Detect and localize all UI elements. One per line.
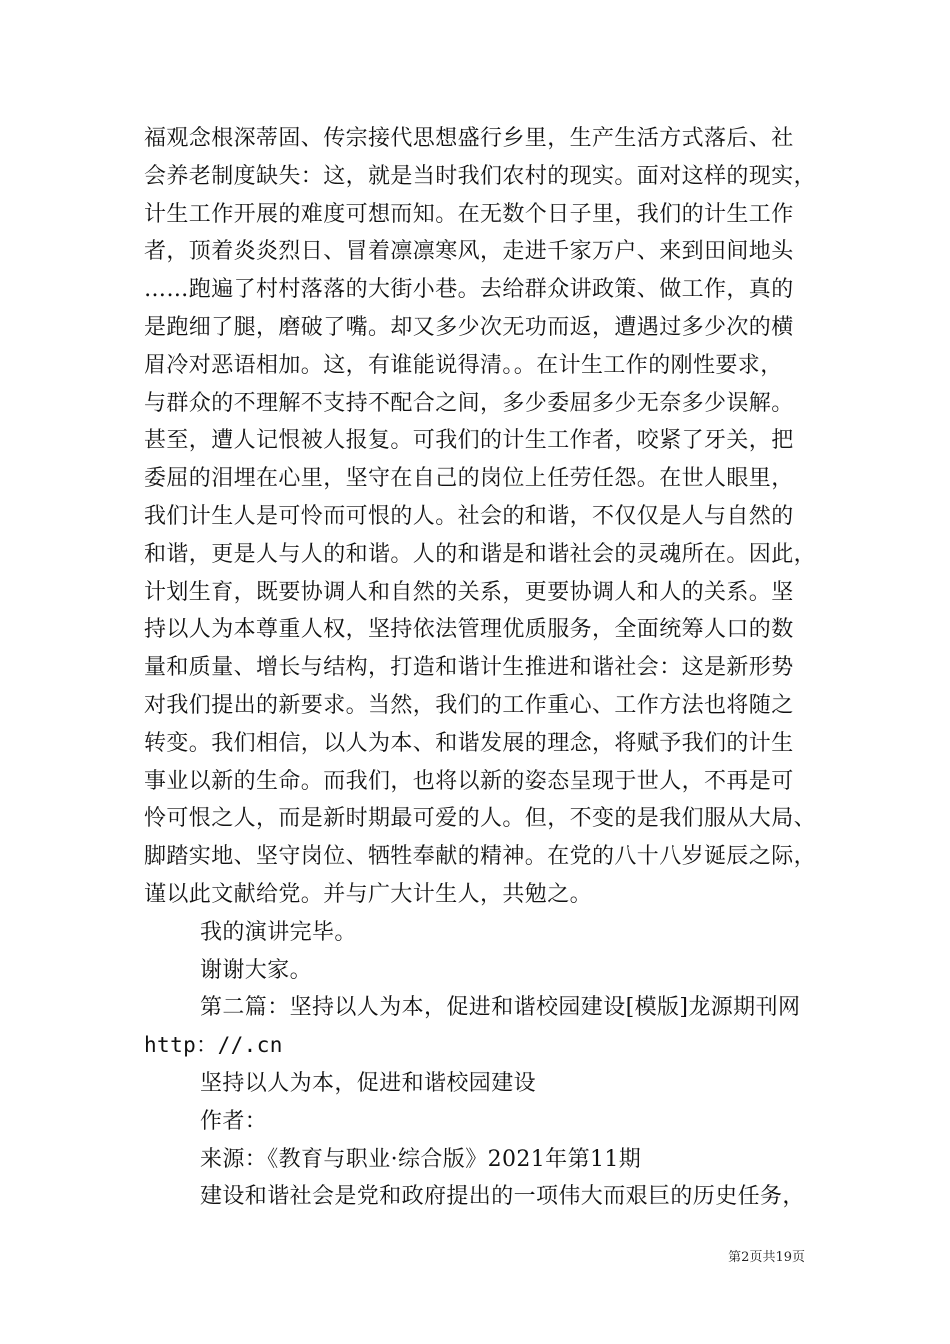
article-source: 来源：《教育与职业·综合版》2021年第11期 (200, 1146, 642, 1172)
paragraph-line: 者，顶着炎炎烈日、冒着凛凛寒风，走进千家万户、来到田间地头 (144, 239, 794, 265)
paragraph-line: 委屈的泪埋在心里，坚守在自己的岗位上任劳任怨。在世人眼里， (144, 466, 794, 492)
paragraph-line: 怜可恨之人，而是新时期最可爱的人。但，不变的是我们服从大局、 (144, 806, 817, 832)
paragraph-line: 甚至，遭人记恨被人报复。可我们的计生工作者，咬紧了牙关，把 (144, 428, 794, 454)
article-title: 坚持以人为本，促进和谐校园建设 (200, 1070, 537, 1096)
paragraph-line: 量和质量、增长与结构，打造和谐计生推进和谐社会：这是新形势 (144, 655, 794, 681)
paragraph-line: 计划生育，既要协调人和自然的关系，更要协调人和人的关系。坚 (144, 579, 794, 605)
paragraph-line: 持以人为本尊重人权，坚持依法管理优质服务，全面统筹人口的数 (144, 617, 794, 643)
body-text (144, 120, 824, 1216)
paragraph-line: 转变。我们相信，以人为本、和谐发展的理念，将赋予我们的计生 (144, 730, 794, 756)
section-heading: 第二篇：坚持以人为本，促进和谐校园建设[模版]龙源期刊网 (200, 995, 801, 1021)
closing-finish: 我的演讲完毕。 (200, 919, 357, 945)
paragraph-line: 我们计生人是可怜而可恨的人。社会的和谐，不仅仅是人与自然的 (144, 503, 794, 529)
paragraph-line: 福观念根深蒂固、传宗接代思想盛行乡里，生产生活方式落后、社 (144, 126, 794, 151)
paragraph-line: 是跑细了腿，磨破了嘴。却又多少次无功而返，遭遇过多少次的横 (144, 314, 794, 340)
paragraph-line: 与群众的不理解不支持不配合之间，多少委屈多少无奈多少误解。 (144, 390, 794, 416)
paragraph-line: 对我们提出的新要求。当然，我们的工作重心、工作方法也将随之 (144, 692, 794, 718)
paragraph-line: 会养老制度缺失：这，就是当时我们农村的现实。面对这样的现实， (144, 163, 817, 189)
paragraph-line: 计生工作开展的难度可想而知。在无数个日子里，我们的计生工作 (144, 201, 794, 227)
paragraph-line: 脚踏实地、坚守岗位、牺牲奉献的精神。在党的八十八岁诞辰之际， (144, 844, 817, 870)
paragraph-line: 和谐，更是人与人的和谐。人的和谐是和谐社会的灵魂所在。因此， (144, 541, 817, 567)
source-url: http：//.cn (144, 1033, 283, 1058)
article-author: 作者： (200, 1108, 268, 1134)
article-first-line: 建设和谐社会是党和政府提出的一项伟大而艰巨的历史任务， (200, 1184, 805, 1210)
paragraph-line: ……跑遍了村村落落的大街小巷。去给群众讲政策、做工作，真的 (144, 277, 794, 303)
paragraph-line: 谨以此文献给党。并与广大计生人，共勉之。 (144, 881, 593, 907)
paragraph-line: 眉冷对恶语相加。这，有谁能说得清。。在计生工作的刚性要求， (144, 352, 783, 378)
paragraph-line: 事业以新的生命。而我们，也将以新的姿态呈现于世人，不再是可 (144, 768, 794, 794)
closing-thanks: 谢谢大家。 (200, 957, 313, 983)
page-number: 第2页共19页 (728, 1250, 805, 1265)
